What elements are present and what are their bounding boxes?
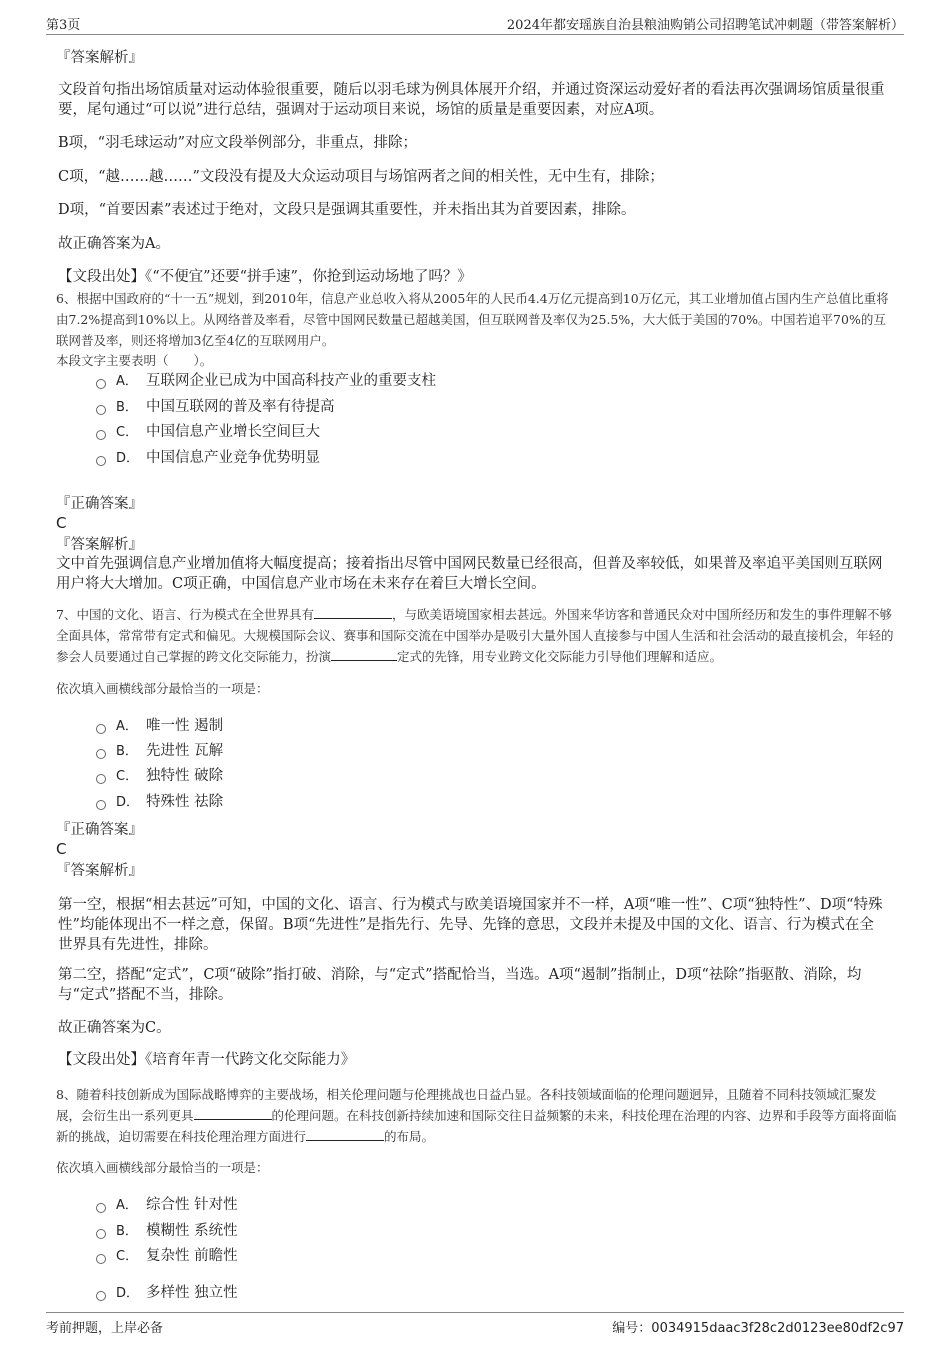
q8-option-c[interactable] — [96, 1245, 238, 1267]
code-label: 编号： — [612, 1321, 652, 1336]
option-text: 先进性 瓦解 — [146, 743, 224, 759]
option-text: 复杂性 前瞻性 — [146, 1248, 238, 1264]
q8-text-part1: 8、随着科技创新成为国际战略博弈的主要战场，相关伦理问题与伦理挑战也日益凸显。各科技领域面临的伦理问题迥异，且随着不同科技领域汇聚发展，会衍生出一系列更具 — [56, 1087, 877, 1123]
q7-option-c[interactable] — [96, 765, 223, 787]
q8-option-a[interactable] — [96, 1194, 238, 1216]
option-text: 模糊性 系统性 — [146, 1223, 238, 1239]
q7-option-b[interactable] — [96, 740, 223, 762]
option-letter: A． — [116, 1198, 138, 1213]
q5-analysis-option-b: B项，“羽毛球运动”对应文段举例部分，非重点，排除； — [58, 135, 417, 151]
q7-text-part1: 7、中国的文化、语言、行为模式在全世界具有 — [56, 607, 314, 622]
page-footer — [46, 1312, 904, 1337]
q5-analysis-paragraph: 文段首句指出场馆质量对运动体验很重要，随后以羽毛球为例具体展开介绍，并通过资深运动爱好者的看法再次强调场馆质量很重要，尾句通过“可以说”进行总结，强调对于运动项目来说，场馆的质量是重要因素，对应A项。 — [58, 82, 885, 118]
q8-prompt: 依次填入画横线部分最恰当的一项是： — [56, 1160, 269, 1175]
fill-blank-1 — [314, 606, 392, 619]
fill-blank-2 — [306, 1128, 384, 1141]
option-text: 互联网企业已成为中国高科技产业的重要支柱 — [146, 373, 436, 389]
document-title: 2024年都安瑶族自治县粮油购销公司招聘笔试冲刺题（带答案解析） — [506, 18, 904, 33]
option-letter: A． — [116, 719, 138, 734]
q8-question-text — [56, 1084, 898, 1147]
option-letter: C． — [116, 1249, 139, 1264]
option-text: 中国信息产业增长空间巨大 — [146, 424, 320, 440]
q7-option-a[interactable] — [96, 715, 223, 737]
q5-conclusion: 故正确答案为A。 — [58, 236, 170, 252]
radio-icon[interactable] — [96, 774, 106, 784]
option-text: 中国互联网的普及率有待提高 — [146, 399, 335, 415]
option-letter: C． — [116, 425, 139, 440]
option-text: 特殊性 祛除 — [146, 794, 224, 810]
q6-option-a[interactable] — [96, 370, 436, 392]
option-letter: D． — [116, 795, 140, 810]
option-letter: B． — [116, 744, 138, 759]
radio-icon[interactable] — [96, 405, 106, 415]
code-value: 0034915daac3f28c2d0123ee80df2c97 — [651, 1321, 904, 1336]
radio-icon[interactable] — [96, 800, 106, 810]
q8-text-part2: 的伦理问题。在科技创新持续加速和国际交往日益频繁的未来，科技伦理在治理的内容、边界和手段等方面将面临新的挑战，迫切需要在科技伦理治理方面进行 — [56, 1108, 897, 1144]
radio-icon[interactable] — [96, 1254, 106, 1264]
q7-source: 【文段出处】《培育年青一代跨文化交际能力》 — [58, 1052, 356, 1068]
document-code — [612, 1317, 904, 1336]
q8-option-b[interactable] — [96, 1220, 238, 1242]
fill-blank-2 — [331, 648, 397, 661]
radio-icon[interactable] — [96, 379, 106, 389]
q7-analysis-blank2: 第二空，搭配“定式”，C项“破除”指打破、消除，与“定式”搭配恰当，当选。A项“遏制”指制止，D项“祛除”指驱散、消除，均与“定式”搭配不当，排除。 — [58, 967, 862, 1003]
radio-icon[interactable] — [96, 1291, 106, 1301]
q7-option-d[interactable] — [96, 791, 223, 813]
option-letter: A． — [116, 374, 138, 389]
option-letter: C． — [116, 769, 139, 784]
footer-slogan: 考前押题，上岸必备 — [46, 1321, 164, 1336]
q7-analysis-blank1: 第一空，根据“相去甚远”可知，中国的文化、语言、行为模式与欧美语境国家并不一样，A项“唯一性”、C项“独特性”、D项“特殊性”均能体现出不一样之意，保留。B项“先进性”是指先行、先导、先锋的意思，文段并未提及中国的文化、语言、行为模式在全世界具有先进性，排除。 — [58, 897, 883, 953]
radio-icon[interactable] — [96, 430, 106, 440]
q7-conclusion: 故正确答案为C。 — [58, 1020, 171, 1036]
q7-analysis-label: 『答案解析』 — [56, 863, 143, 879]
q8-option-d[interactable] — [96, 1282, 238, 1304]
radio-icon[interactable] — [96, 456, 106, 466]
q6-correct-label: 『正确答案』 — [56, 496, 143, 512]
q6-prompt: 本段文字主要表明（ ）。 — [56, 353, 213, 368]
page-header — [46, 12, 904, 35]
option-text: 中国信息产业竞争优势明显 — [146, 450, 320, 466]
q5-analysis-label: 『答案解析』 — [56, 50, 143, 66]
option-text: 独特性 破除 — [146, 768, 224, 784]
q5-analysis-option-d: D项，“首要因素”表述过于绝对，文段只是强调其重要性，并未指出其为首要因素，排除。 — [58, 202, 636, 218]
q6-option-c[interactable] — [96, 421, 320, 443]
radio-icon[interactable] — [96, 1229, 106, 1239]
q6-analysis-label: 『答案解析』 — [56, 537, 143, 553]
option-text: 唯一性 遏制 — [146, 718, 224, 734]
page-number: 第3页 — [46, 18, 81, 33]
q7-correct-answer: C — [56, 840, 67, 858]
q5-source: 【文段出处】《“不便宜”还要“拼手速”，你抢到运动场地了吗？》 — [58, 269, 472, 285]
q7-prompt: 依次填入画横线部分最恰当的一项是： — [56, 681, 269, 696]
q6-question-text: 6、根据中国政府的“十一五”规划，到2010年，信息产业总收入将从2005年的人民币4.4万亿元提高到10万亿元，其工业增加值占国内生产总值比重将由7.2%提高到10%以上。从网络普及率看，尽管中国网民数量已超越美国，但互联网普及率仅为25.5%，大大低于美国的70%。中国若追平70%的互联网普及率，则还将增加3亿至4亿的互联网用户。 — [56, 291, 889, 348]
option-text: 多样性 独立性 — [146, 1285, 238, 1301]
q6-correct-answer: C — [56, 514, 67, 532]
q7-correct-label: 『正确答案』 — [56, 822, 143, 838]
option-letter: B． — [116, 400, 138, 415]
q7-question-text — [56, 604, 898, 667]
q6-analysis-text: 文中首先强调信息产业增加值将大幅度提高；接着指出尽管中国网民数量已经很高，但普及率较低，如果普及率追平美国则互联网用户将大大增加。C项正确，中国信息产业市场在未来存在着巨大增长空间。 — [56, 556, 883, 592]
radio-icon[interactable] — [96, 749, 106, 759]
option-letter: D． — [116, 451, 140, 466]
q7-text-part2: ，与欧美语境国家相去甚远。外国来华访客和普通民众对中国所经历和发生的事件理解不够全面具体，常常带有定式和偏见。大规模国际会议、赛事和国际交流在中国举办是吸引大量外国人直接参与中国人生活和社会活动的最直接机会，年轻的参会人员要通过自己掌握的跨文化交际能力，扮演 — [56, 607, 894, 664]
option-text: 综合性 针对性 — [146, 1197, 238, 1213]
option-letter: B． — [116, 1224, 138, 1239]
radio-icon[interactable] — [96, 724, 106, 734]
q5-analysis-option-c: C项，“越……越……”文段没有提及大众运动项目与场馆两者之间的相关性，无中生有，排除； — [58, 169, 664, 185]
option-letter: D． — [116, 1286, 140, 1301]
radio-icon[interactable] — [96, 1203, 106, 1213]
q6-option-d[interactable] — [96, 447, 320, 469]
q7-text-part3: 定式的先锋，用专业跨文化交际能力引导他们理解和适应。 — [397, 649, 723, 664]
q8-text-part3: 的布局。 — [384, 1129, 435, 1144]
fill-blank-1 — [194, 1107, 272, 1120]
q6-option-b[interactable] — [96, 396, 335, 418]
